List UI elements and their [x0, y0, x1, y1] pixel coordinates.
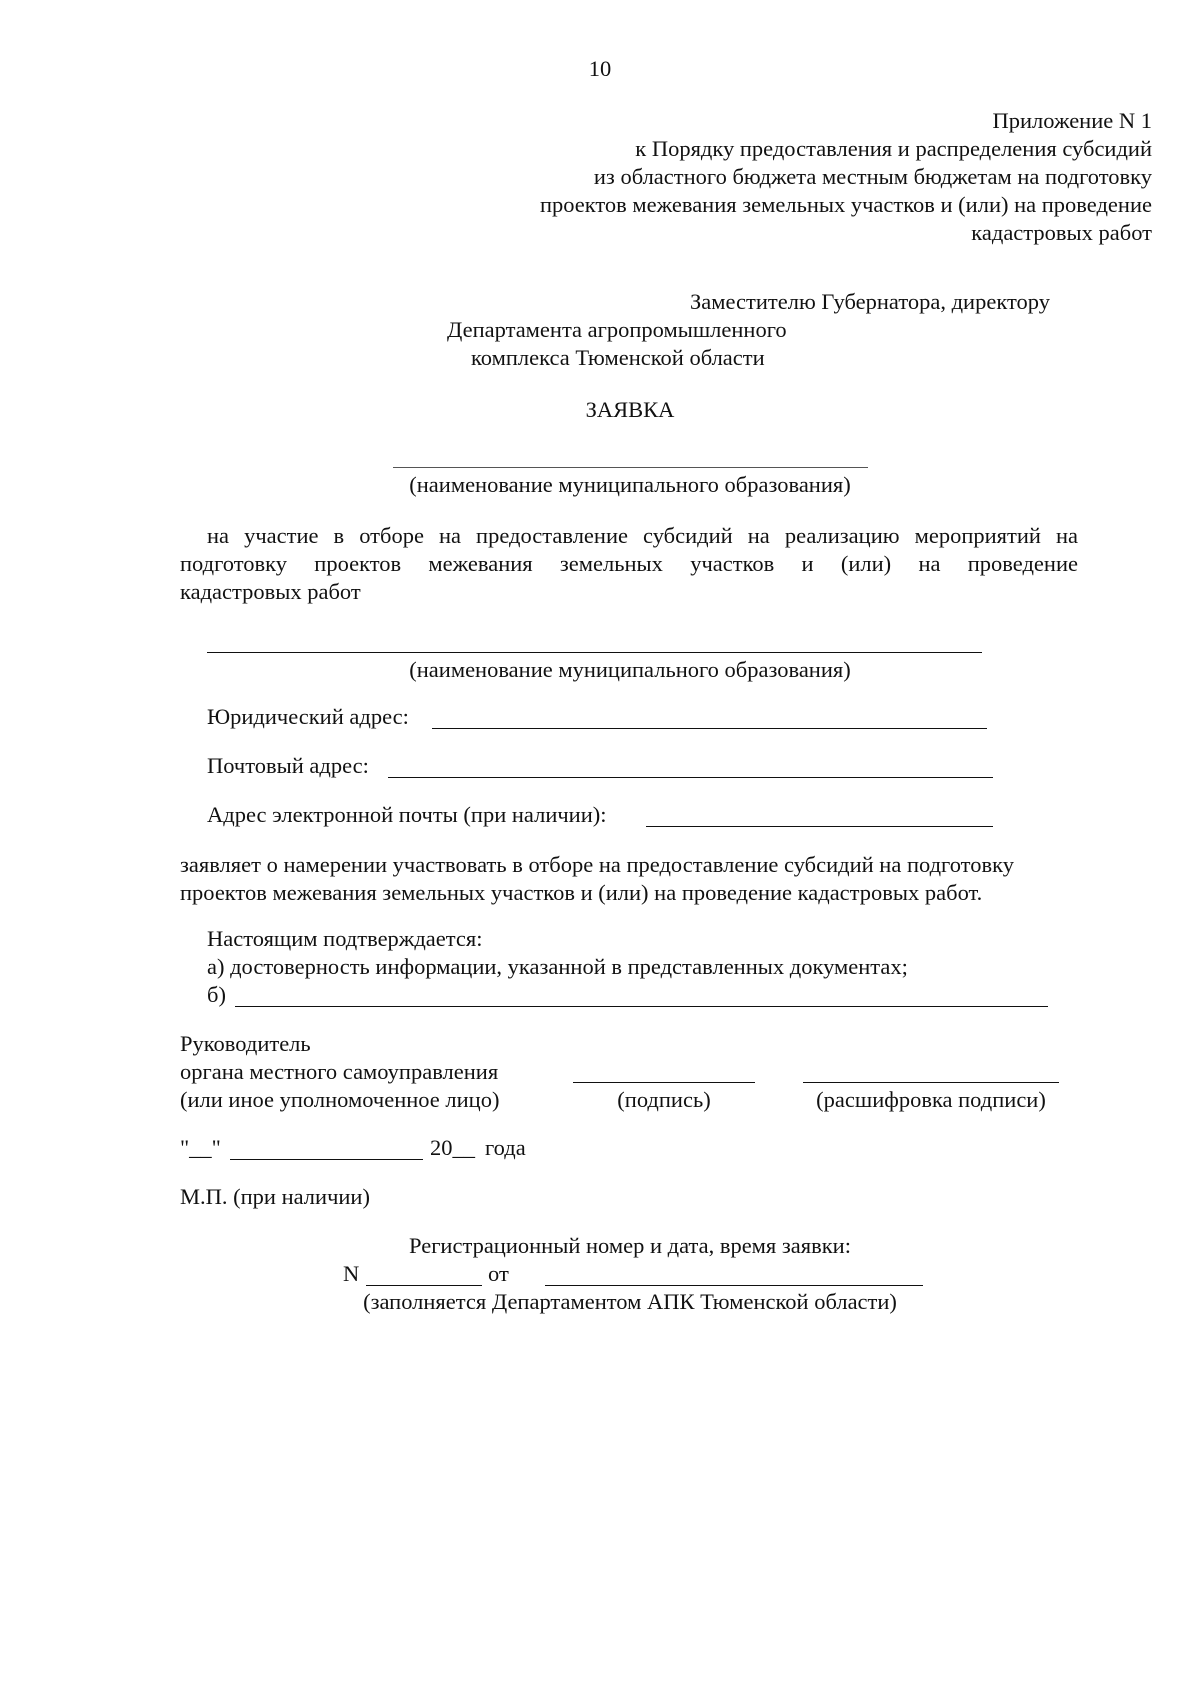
date-day: "__"	[180, 1135, 221, 1160]
municipality-blank-1[interactable]	[393, 467, 868, 468]
head-line-2: органа местного самоуправления	[180, 1059, 499, 1084]
confirmation-item-b-label: б)	[207, 982, 226, 1007]
email-label: Адрес электронной почты (при наличии):	[207, 802, 607, 827]
intro-line-1: на участие в отборе на предоставление субсидий на реализацию мероприятий на	[207, 523, 1078, 548]
declaration-line-1: заявляет о намерении участвовать в отборе на предоставление субсидий на подготовку	[180, 852, 1014, 877]
intro-line-3: кадастровых работ	[180, 579, 361, 604]
signature-decoding-field[interactable]	[803, 1082, 1059, 1083]
head-line-1: Руководитель	[180, 1031, 311, 1056]
registration-note: (заполняется Департаментом АПК Тюменской области)	[363, 1289, 897, 1314]
page-number: 10	[588, 56, 612, 81]
signature-decoding-caption: (расшифровка подписи)	[816, 1087, 1046, 1112]
intro-line-2: подготовку проектов межевания земельных участков и (или) на проведение	[180, 551, 1078, 576]
addressee-line-2: Департамента агропромышленного	[447, 317, 787, 342]
legal-address-label: Юридический адрес:	[207, 704, 409, 729]
confirmation-item-a: а) достоверность информации, указанной в представленных документах;	[207, 954, 908, 979]
municipality-caption-1: (наименование муниципального образования)	[409, 472, 851, 497]
registration-number-label: N	[343, 1261, 360, 1286]
date-month-field[interactable]	[230, 1159, 423, 1160]
postal-address-label: Почтовый адрес:	[207, 753, 369, 778]
signature-caption: (подпись)	[617, 1087, 711, 1112]
addressee-line-1: Заместителю Губернатора, директору	[690, 289, 1050, 314]
appendix-title: Приложение N 1	[992, 108, 1152, 133]
registration-date-field[interactable]	[545, 1285, 923, 1286]
document-title: ЗАЯВКА	[585, 397, 675, 422]
confirmation-item-b-field[interactable]	[235, 1006, 1048, 1007]
postal-address-field[interactable]	[388, 777, 993, 778]
signature-field[interactable]	[573, 1082, 755, 1083]
confirmation-heading: Настоящим подтверждается:	[207, 926, 483, 951]
registration-heading: Регистрационный номер и дата, время заявки:	[409, 1233, 851, 1258]
municipality-blank-2[interactable]	[207, 652, 982, 653]
seal-label: М.П. (при наличии)	[180, 1184, 370, 1209]
appendix-line-1: к Порядку предоставления и распределения субсидий	[635, 136, 1152, 161]
declaration-line-2: проектов межевания земельных участков и (или) на проведение кадастровых работ.	[180, 880, 983, 905]
appendix-line-4: кадастровых работ	[971, 220, 1152, 245]
registration-number-field[interactable]	[366, 1285, 482, 1286]
municipality-caption-2: (наименование муниципального образования)	[409, 657, 851, 682]
email-field[interactable]	[646, 826, 993, 827]
appendix-line-3: проектов межевания земельных участков и (или) на проведение	[539, 192, 1152, 217]
head-line-3: (или иное уполномоченное лицо)	[180, 1087, 500, 1112]
legal-address-field[interactable]	[432, 728, 987, 729]
appendix-line-2: из областного бюджета местным бюджетам на подготовку	[593, 164, 1152, 189]
date-year-prefix: 20__	[430, 1135, 475, 1160]
date-year-suffix: года	[485, 1135, 526, 1160]
addressee-line-3: комплекса Тюменской области	[471, 345, 765, 370]
registration-from-label: от	[488, 1261, 509, 1286]
